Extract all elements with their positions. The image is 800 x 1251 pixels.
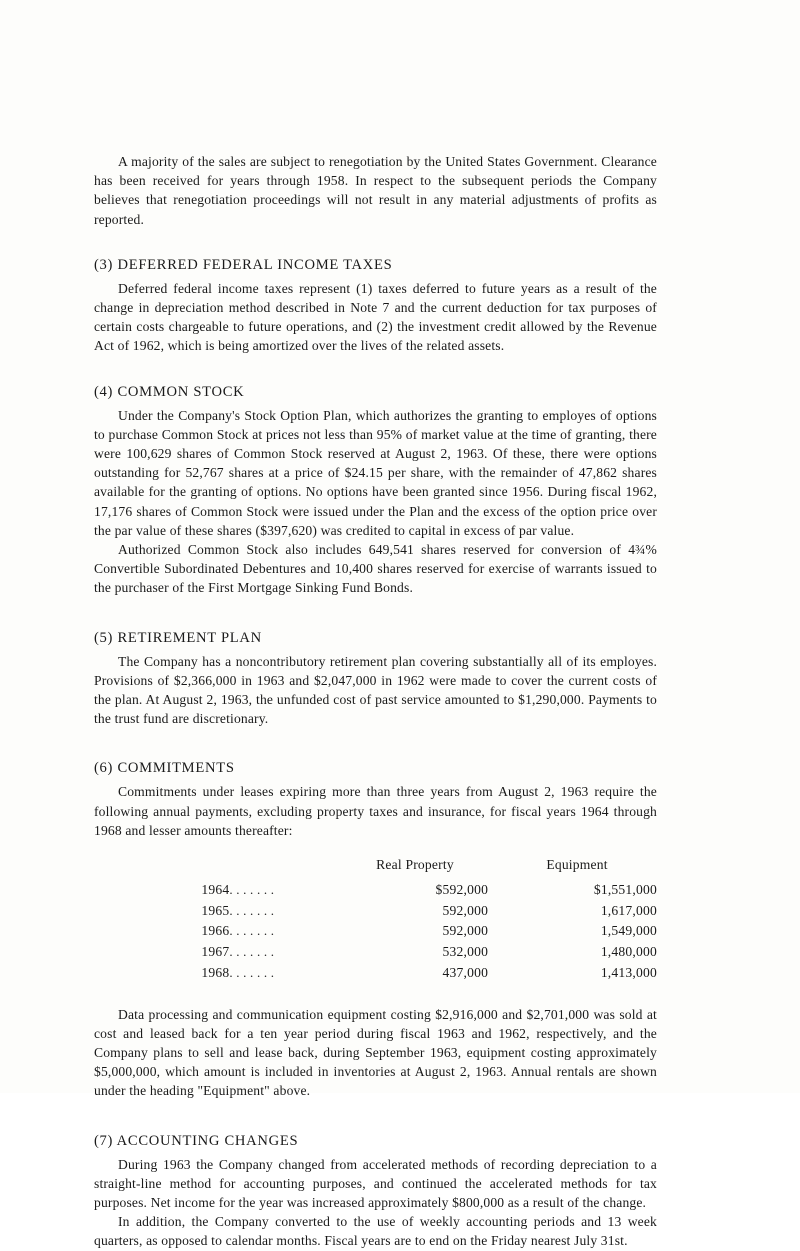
cell-leader-dots: . . . . . . . <box>229 902 275 918</box>
paragraph-depreciation-change: During 1963 the Company changed from accelerated methods of recording depreciation to a straight-line method for accounting purposes, and continued the accelerated methods for tax purposes. Net income for the year was increased approximately $800,000 as a result of the change. <box>94 1156 657 1211</box>
cell-year: 1966 <box>201 923 230 939</box>
section-number: (3) <box>94 256 114 273</box>
table-row <box>94 941 657 962</box>
section-number: (7) <box>94 1132 114 1149</box>
cell-equipment: $1,551,000 <box>593 882 657 898</box>
paragraph-commitments-leases: Commitments under leases expiring more than three years from August 2, 1963 require the following annual payments, excluding property taxes and insurance, for fiscal years 1964 through 1968 and lesser amounts thereafter: <box>94 784 657 838</box>
cell-leader-dots: . . . . . . . <box>229 923 275 939</box>
cell-equipment: 1,413,000 <box>600 964 657 980</box>
section-number: (5) <box>94 629 114 646</box>
cell-year: 1967 <box>201 943 230 959</box>
section-heading-deferred-federal-income-taxes <box>94 255 657 275</box>
table-row <box>94 921 657 942</box>
paragraph-sale-leaseback: Data processing and communication equipment costing $2,916,000 and $2,701,000 was sold at cost and leased back for a ten year period during fiscal 1963 and 1962, respectively, and the Company plans to sell and lease back, during September 1963, equipment costing approximately $5,000,000, which amount is included in inventories at August 2, 1963. Annual rentals are shown under the heading "Equipment" above. <box>94 1006 657 1099</box>
cell-year: 1968 <box>201 964 230 980</box>
cell-year: 1965 <box>201 902 230 918</box>
section-heading-retirement-plan <box>94 628 657 648</box>
column-header-year <box>94 854 229 880</box>
paragraph-deferred-taxes: Deferred federal income taxes represent (1) taxes deferred to future years as a result of the change in depreciation method described in Note 7 and the current deduction for tax purposes of certain costs chargeable to future operations, and (2) the investment credit allowed by the Revenue Act of 1962, which is being amortized over the lives of the related assets. <box>94 280 657 354</box>
cell-equipment: 1,480,000 <box>600 943 657 959</box>
table-row <box>94 962 657 983</box>
table-body <box>94 880 657 983</box>
section-title: COMMON STOCK <box>117 383 245 400</box>
section-title: ACCOUNTING CHANGES <box>116 1132 299 1149</box>
cell-equipment: 1,549,000 <box>600 923 657 939</box>
paragraph-retirement-plan: The Company has a noncontributory retirement plan covering substantially all of its employes. Provisions of $2,366,000 in 1963 and $2,047,000 in 1962 were made to cover the current costs of the plan. At August 2, 1963, the unfunded cost of past service amounted to $1,290,000. Payments to the trust fund are discretionary. <box>94 653 657 727</box>
cell-real-property: 592,000 <box>442 923 489 939</box>
section-number: (4) <box>94 383 114 400</box>
cell-real-property: 437,000 <box>442 964 489 980</box>
paragraph-stock-option-plan: Under the Company's Stock Option Plan, which authorizes the granting to employes of options to purchase Common Stock at prices not less than 95% of market value at the time of granting, there were 100,629 shares of Common Stock reserved at August 2, 1963. Of these, there were options outstanding for 52,767 shares at a price of $24.15 per share, with the remainder of 47,862 shares available for the granting of options. No options have been granted since 1956. During fiscal 1962, 17,176 shares of Common Stock were issued under the Plan and the excess of the option price over the par value of these shares ($397,620) was credited to capital in excess of par value. <box>94 407 657 538</box>
cell-equipment: 1,617,000 <box>600 902 657 918</box>
column-header-real-property: Real Property <box>376 857 454 873</box>
column-header-equipment: Equipment <box>546 857 608 873</box>
lease-payments-table <box>94 854 657 983</box>
cell-real-property: $592,000 <box>435 882 489 898</box>
section-heading-commitments <box>94 758 657 778</box>
table-row <box>94 900 657 921</box>
cell-leader-dots: . . . . . . . <box>229 964 275 980</box>
paragraph-authorized-common-stock: Authorized Common Stock also includes 649,541 shares reserved for conversion of 4¾% Convertible Subordinated Debentures and 10,400 shares reserved for exercise of warrants issued to the purchaser of the First Mortgage Sinking Fund Bonds. <box>94 542 657 596</box>
paragraph-fiscal-periods-change: In addition, the Company converted to the use of weekly accounting periods and 13 week quarters, as opposed to calendar months. Fiscal years are to end on the Friday nearest July 31st. <box>94 1214 657 1249</box>
section-heading-accounting-changes <box>94 1131 657 1151</box>
cell-leader-dots: . . . . . . . <box>229 882 275 898</box>
section-title: COMMITMENTS <box>117 760 235 777</box>
cell-real-property: 532,000 <box>442 943 489 959</box>
section-title: RETIREMENT PLAN <box>117 629 262 646</box>
cell-leader-dots: . . . . . . . <box>229 943 275 959</box>
table-head <box>94 854 657 880</box>
cell-real-property: 592,000 <box>442 902 489 918</box>
page-content <box>94 152 657 1251</box>
cell-year: 1964 <box>201 882 230 898</box>
lease-payments-table-wrapper <box>94 840 657 983</box>
paragraph-renegotiation: A majority of the sales are subject to renegotiation by the United States Government. Clearance has been received for years through 1958. In respect to the subsequent periods the Company believes that renegotiation proceedings will not result in any material adjustments of profits as reported. <box>94 154 657 227</box>
table-row <box>94 880 657 901</box>
section-title: DEFERRED FEDERAL INCOME TAXES <box>117 256 393 273</box>
column-header-dots <box>229 854 342 880</box>
section-heading-common-stock <box>94 382 657 402</box>
section-number: (6) <box>94 760 114 777</box>
table-header-row <box>94 854 657 880</box>
